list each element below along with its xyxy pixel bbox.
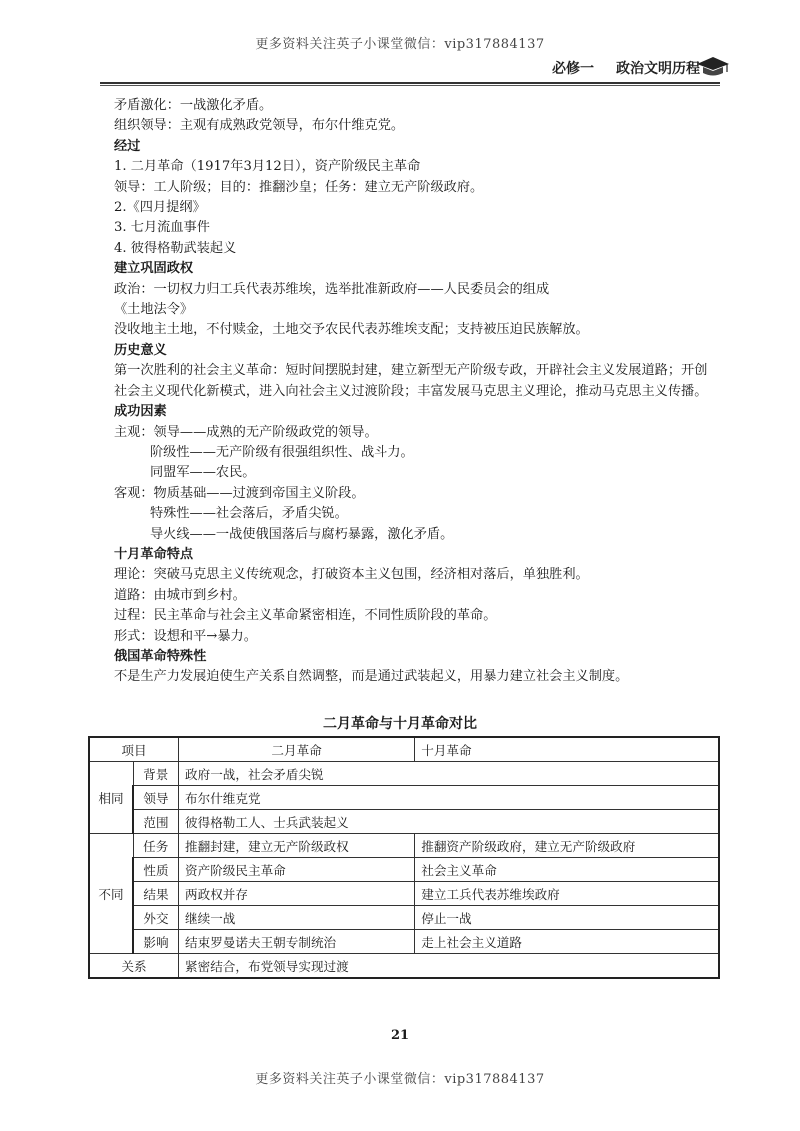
text-line: 道路：由城市到乡村。	[114, 587, 246, 603]
header-item: 项目	[89, 737, 179, 762]
text-line: 4. 彼得格勒武装起义	[114, 240, 237, 256]
row-feb: 资产阶级民主革命	[179, 858, 415, 882]
text-line: 主观：领导——成熟的无产阶级政党的领导。	[114, 424, 378, 440]
header-rule-thin	[100, 85, 720, 86]
table-row	[89, 954, 719, 979]
text-line: 没收地主土地，不付赎金，土地交予农民代表苏维埃支配；支持被压迫民族解放。	[114, 322, 589, 338]
relation-label: 关系	[89, 954, 179, 979]
section-heading: 建立巩固政权	[114, 261, 194, 277]
row-label: 影响	[133, 930, 179, 954]
text-line: 同盟军——农民。	[150, 465, 256, 481]
table-row	[89, 834, 719, 858]
watermark-top: 更多资料关注英子小课堂微信：vip317884137	[255, 37, 545, 52]
row-label: 任务	[133, 834, 179, 858]
text-line: 3. 七月流血事件	[114, 220, 210, 236]
relation-value: 紧密结合，布党领导实现过渡	[179, 954, 720, 979]
row-value: 布尔什维克党	[179, 786, 720, 810]
table-header-row	[89, 737, 719, 762]
table-row	[89, 858, 719, 882]
text-paragraph: 第一次胜利的社会主义革命：短时间摆脱封建，建立新型无产阶级专政，开辟社会主义发展道路；开创社会主义现代化新模式，进入向社会主义过渡阶段；丰富发展马克思主义理论，推动马克思主义传播。	[114, 363, 708, 399]
comparison-table	[88, 736, 720, 979]
graduation-cap-icon	[696, 55, 730, 77]
header-rule	[100, 82, 720, 84]
row-value: 政府一战，社会矛盾尖锐	[179, 762, 720, 786]
row-label: 结果	[133, 882, 179, 906]
section-heading: 经过	[114, 138, 141, 154]
row-feb: 两政权并存	[179, 882, 415, 906]
header-feb: 二月革命	[179, 737, 415, 762]
text-line: 政治：一切权力归工兵代表苏维埃，选举批准新政府——人民委员会的组成	[114, 281, 550, 297]
table-row	[89, 930, 719, 954]
group-same: 相同	[89, 762, 133, 834]
text-line: 形式：设想和平→暴力。	[114, 628, 257, 644]
section-heading: 成功因素	[114, 404, 167, 420]
text-line: 理论：突破马克思主义传统观念，打破资本主义包围，经济相对落后，单独胜利。	[114, 567, 589, 583]
body-text	[114, 96, 714, 688]
row-feb: 推翻封建，建立无产阶级政权	[179, 834, 415, 858]
row-label: 性质	[133, 858, 179, 882]
text-line: 不是生产力发展迫使生产关系自然调整，而是通过武装起义，用暴力建立社会主义制度。	[114, 669, 629, 685]
row-label: 范围	[133, 810, 179, 834]
table-row	[89, 906, 719, 930]
row-oct: 走上社会主义道路	[415, 930, 719, 954]
text-line: 矛盾激化：一战激化矛盾。	[114, 98, 273, 113]
section-heading: 俄国革命特殊性	[114, 648, 207, 664]
text-line: 组织领导：主观有成熟政党领导，布尔什维克党。	[114, 118, 405, 134]
text-line: 客观：物质基础——过渡到帝国主义阶段。	[114, 485, 365, 501]
row-feb: 结束罗曼诺夫王朝专制统治	[179, 930, 415, 954]
text-line: 1. 二月革命（1917年3月12日），资产阶级民主革命	[114, 159, 421, 175]
text-line: 2.《四月提纲》	[114, 200, 206, 216]
row-oct: 推翻资产阶级政府，建立无产阶级政府	[415, 834, 719, 858]
text-line: 特殊性——社会落后，矛盾尖锐。	[150, 506, 348, 522]
section-heading: 历史意义	[114, 342, 167, 358]
table-row	[89, 810, 719, 834]
row-oct: 建立工兵代表苏维埃政府	[415, 882, 719, 906]
table-row	[89, 882, 719, 906]
text-line: 过程：民主革命与社会主义革命紧密相连，不同性质阶段的革命。	[114, 608, 497, 624]
row-feb: 继续一战	[179, 906, 415, 930]
table-row	[89, 786, 719, 810]
book-label: 必修一	[552, 61, 594, 77]
text-line: 领导：工人阶级；目的：推翻沙皇；任务：建立无产阶级政府。	[114, 179, 484, 195]
text-line: 《土地法令》	[114, 302, 194, 318]
group-diff: 不同	[89, 834, 133, 954]
row-label: 背景	[133, 762, 179, 786]
watermark-bottom: 更多资料关注英子小课堂微信：vip317884137	[255, 1072, 545, 1087]
row-label: 领导	[133, 786, 179, 810]
text-line: 阶级性——无产阶级有很强组织性、战斗力。	[150, 444, 414, 460]
book-title: 政治文明历程	[616, 61, 700, 77]
page-number: 21	[390, 1028, 410, 1043]
row-value: 彼得格勒工人、士兵武装起义	[179, 810, 720, 834]
running-head	[552, 58, 700, 78]
table-row	[89, 762, 719, 786]
header-oct: 十月革命	[415, 737, 719, 762]
row-label: 外交	[133, 906, 179, 930]
section-heading: 十月革命特点	[114, 546, 194, 562]
text-line: 导火线——一战使俄国落后与腐朽暴露，激化矛盾。	[150, 526, 454, 542]
row-oct: 停止一战	[415, 906, 719, 930]
table-title: 二月革命与十月革命对比	[323, 716, 477, 732]
row-oct: 社会主义革命	[415, 858, 719, 882]
